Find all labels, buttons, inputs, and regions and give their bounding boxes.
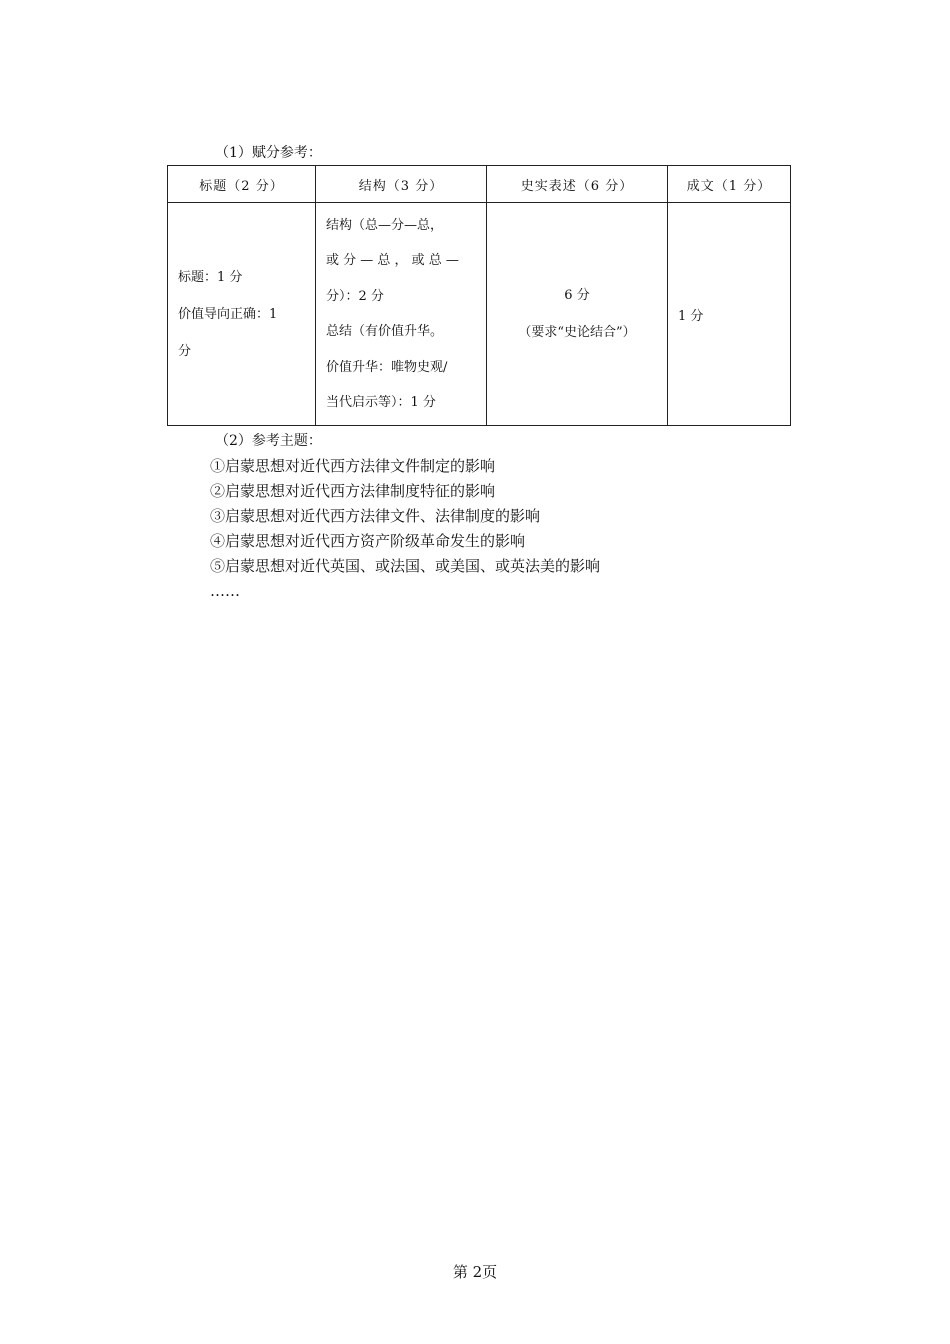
writing-criteria-cell: 1 分: [668, 203, 791, 426]
cell-line: 结构（总—分—总，: [326, 217, 444, 233]
list-item: ……: [210, 582, 240, 600]
header-title: 标题（2 分）: [168, 166, 316, 203]
page-number: 第 2页: [452, 1263, 498, 1281]
cell-line: 标题：1 分: [178, 269, 243, 285]
cell-line: 价值升华：唯物史观/: [326, 359, 448, 375]
cell-line: 总结（有价值升华。: [326, 324, 444, 339]
cell-line: 分）：2 分: [326, 288, 384, 304]
list-item: ⑤启蒙思想对近代英国、或法国、或美国、或英法美的影响: [210, 557, 601, 575]
list-item: ④启蒙思想对近代西方资产阶级革命发生的影响: [210, 532, 526, 550]
cell-line: （要求“史论结合”）: [518, 325, 636, 340]
facts-criteria-cell: [487, 203, 668, 426]
header-facts: 史实表述（6 分）: [487, 166, 668, 203]
structure-criteria-cell: [316, 203, 487, 426]
cell-line: 价值导向正确：1: [178, 306, 278, 322]
cell-line: 6 分: [564, 288, 590, 303]
topics-heading: （2）参考主题：: [215, 433, 322, 449]
list-item: ①启蒙思想对近代西方法律文件制定的影响: [210, 457, 496, 475]
topic-list: [210, 454, 600, 604]
list-item: ③启蒙思想对近代西方法律文件、法律制度的影响: [210, 507, 541, 525]
list-item: ②启蒙思想对近代西方法律制度特征的影响: [210, 482, 496, 500]
table-row: [168, 203, 791, 426]
cell-line: 分: [178, 343, 192, 359]
scoring-heading: （1）赋分参考：: [215, 145, 322, 161]
cell-line: 当代启示等）：1 分: [326, 395, 436, 410]
header-writing: 成文（1 分）: [668, 166, 791, 203]
header-structure: 结构（3 分）: [316, 166, 487, 203]
scoring-table: [167, 165, 791, 426]
title-criteria-cell: [168, 203, 316, 426]
table-header-row: [168, 166, 791, 203]
cell-line: 或 分 — 总 ， 或 总 —: [326, 253, 459, 268]
